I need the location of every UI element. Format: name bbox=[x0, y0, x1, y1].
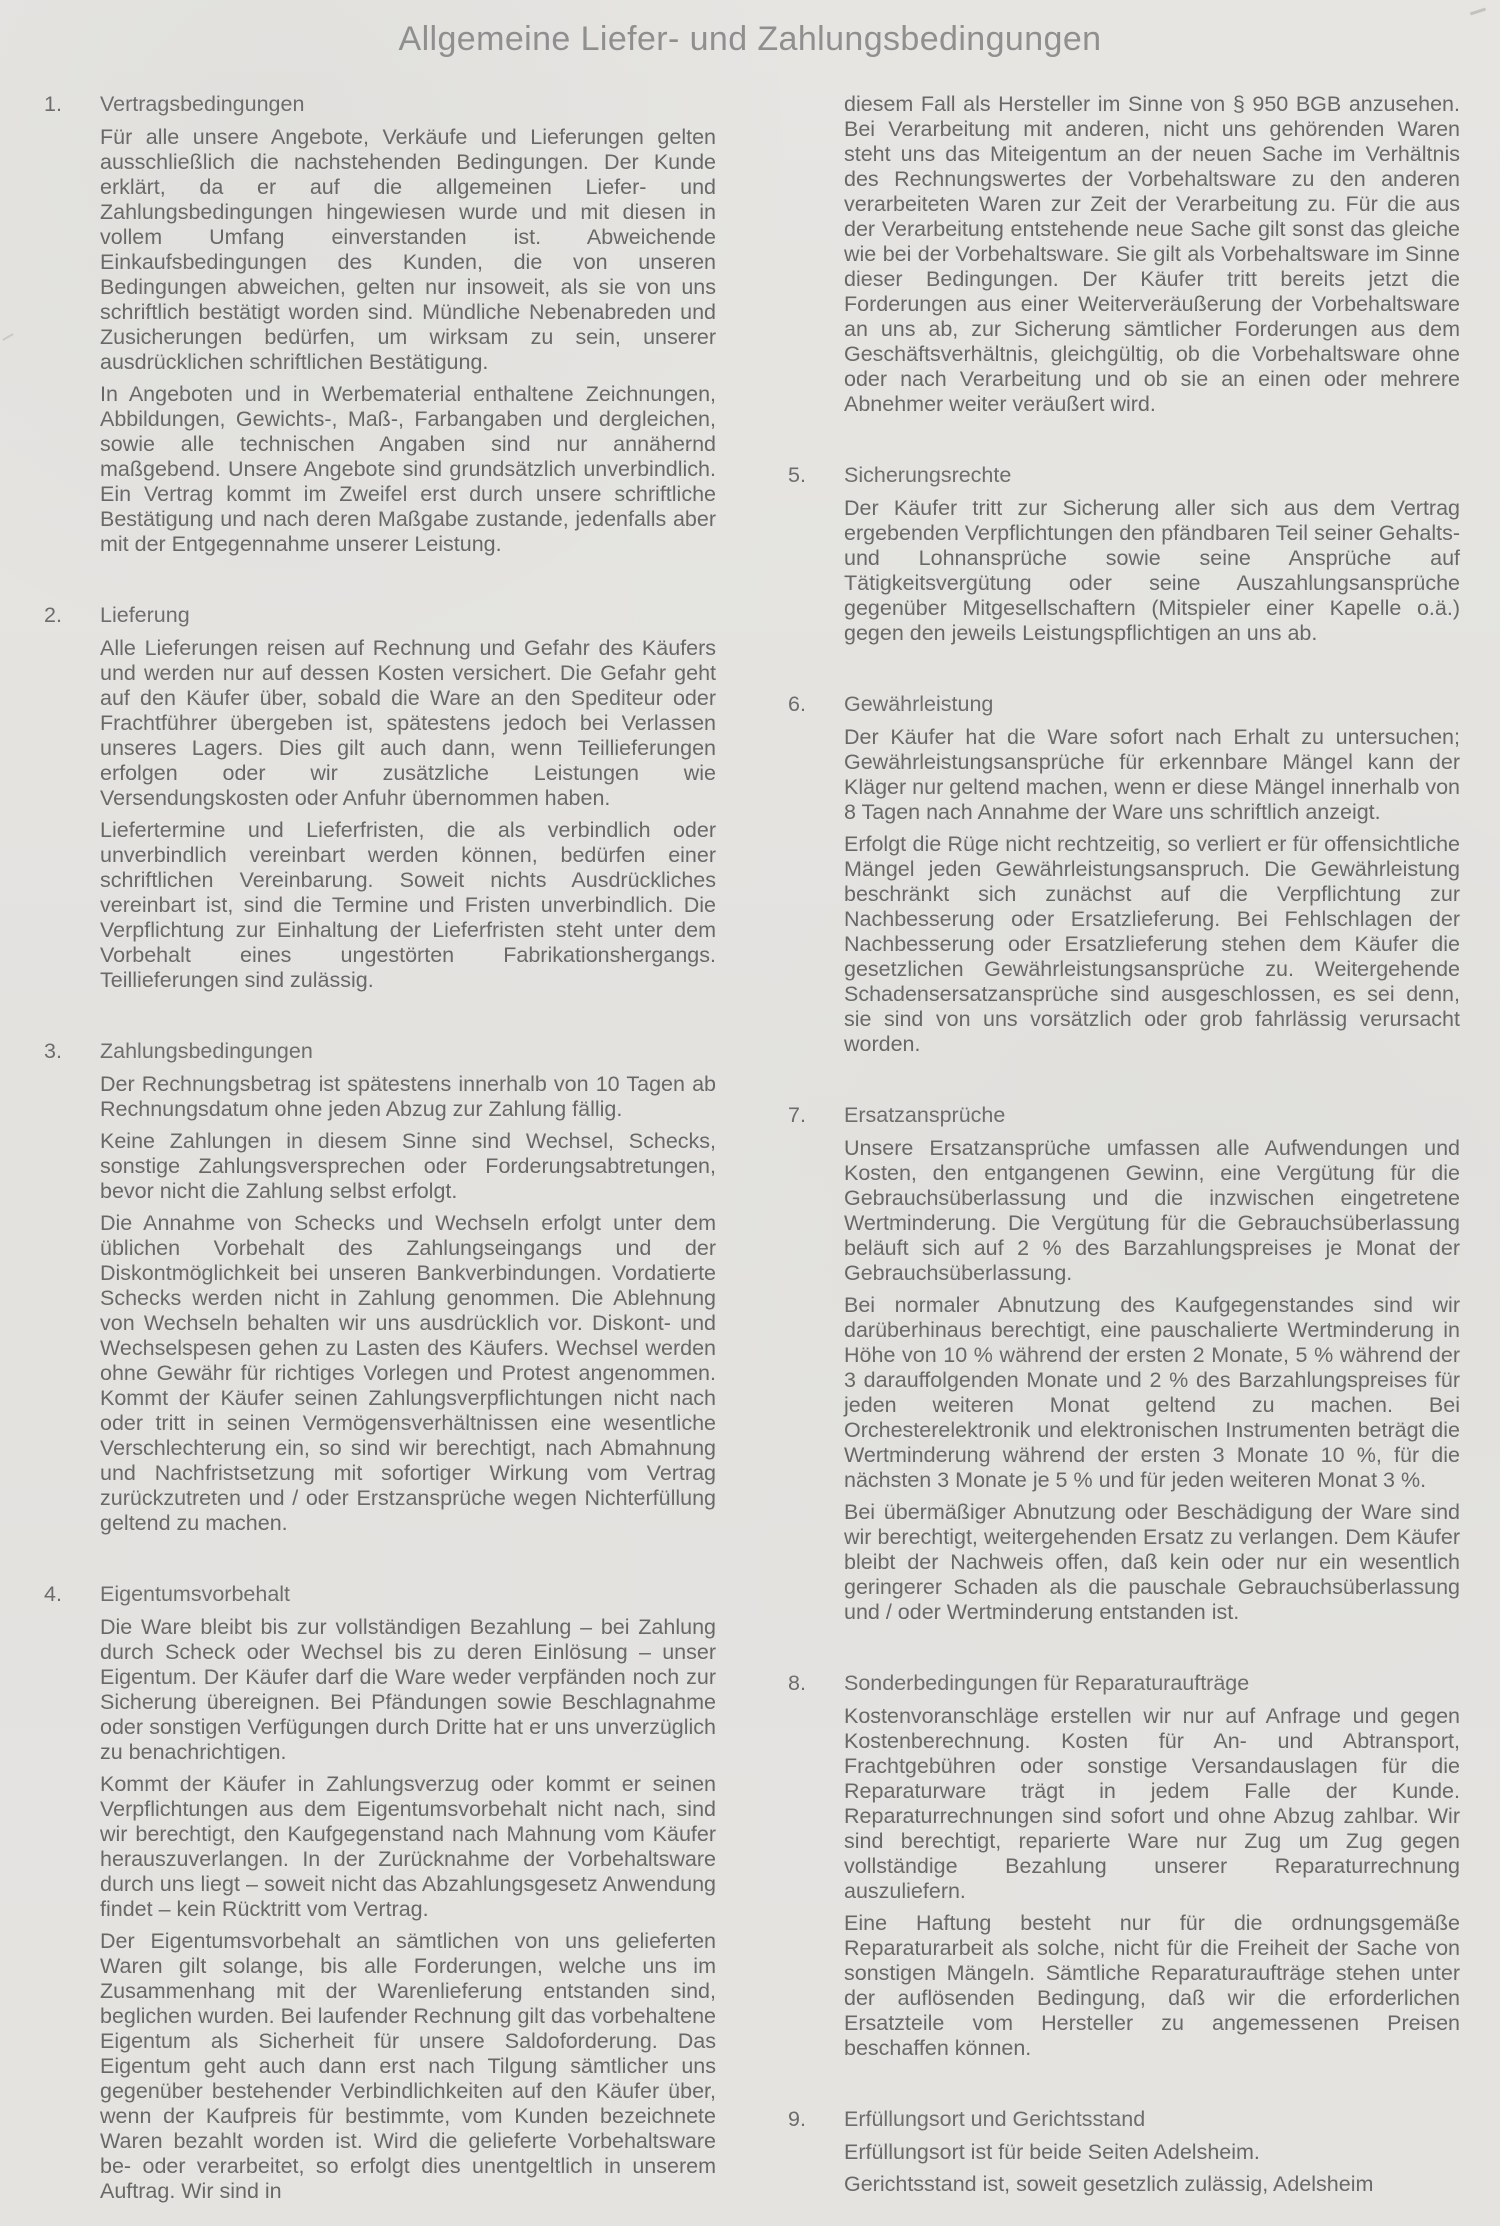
section-2 bbox=[44, 603, 716, 993]
section-body bbox=[844, 725, 1460, 1057]
paragraph: Der Rechnungsbetrag ist spätestens innerhalb von 10 Tagen ab Rechnungsdatum ohne jeden Abzug zur Zahlung fällig. bbox=[100, 1072, 716, 1121]
section-header bbox=[788, 1671, 1460, 1696]
section-header bbox=[44, 603, 716, 628]
section-body bbox=[100, 636, 716, 993]
section-heading: Erfüllungsort und Gerichtsstand bbox=[844, 2107, 1146, 2131]
section-header bbox=[788, 463, 1460, 488]
section-9 bbox=[788, 2107, 1460, 2197]
section-4 bbox=[44, 1582, 716, 2204]
paragraph: Unsere Ersatzansprüche umfassen alle Aufwendungen und Kosten, den entgangenen Gewinn, eine Vergütung für die Gebrauchsüberlassung und die inzwischen eingetretene Wertminderung. Die Vergütung für die Gebrauchsüberlassung beläuft sich auf 2 % des Barzahlungspreises je Monat der Gebrauchsüberlassung. bbox=[844, 1136, 1460, 1285]
paragraph: Liefertermine und Lieferfristen, die als verbindlich oder unverbindlich vereinbart werden können, bedürfen einer schriftlichen Vereinbarung. Soweit nichts Ausdrückliches vereinbart ist, sind die Termine und Fristen unverbindlich. Die Verpflichtung zur Einhaltung der Lieferfristen steht unter dem Vorbehalt eines ungestörten Fabrikationshergangs. Teillieferungen sind zulässig. bbox=[100, 818, 716, 992]
section-heading: Lieferung bbox=[100, 603, 190, 627]
section-header bbox=[44, 1039, 716, 1064]
section-body bbox=[844, 1704, 1460, 2061]
section-body bbox=[844, 2140, 1460, 2197]
section-heading: Eigentumsvorbehalt bbox=[100, 1582, 291, 1606]
section-number: 3. bbox=[44, 1039, 62, 1063]
section-heading: Ersatzansprüche bbox=[844, 1103, 1006, 1127]
section-heading: Zahlungsbedingungen bbox=[100, 1039, 313, 1063]
paragraph: Keine Zahlungen in diesem Sinne sind Wechsel, Schecks, sonstige Zahlungsversprechen oder Forderungsabtretungen, bevor nicht die Zahlung selbst erfolgt. bbox=[100, 1129, 716, 1203]
section-body bbox=[100, 125, 716, 557]
column-right bbox=[788, 92, 1460, 2204]
page-title: Allgemeine Liefer- und Zahlungsbedingungen bbox=[398, 20, 1102, 58]
section-body bbox=[844, 496, 1460, 646]
section-number: 8. bbox=[788, 1671, 806, 1695]
paragraph: Für alle unsere Angebote, Verkäufe und Lieferungen gelten ausschließlich die nachstehenden Bedingungen. Der Kunde erklärt, da er auf die allgemeinen Liefer- und Zahlungsbedingungen hingewiesen wurde und mit diesen in vollem Umfang einverstanden ist. Abweichende Einkaufsbedingungen des Kunden, die von unseren Bedingungen abweichen, gelten nur insoweit, als sie von uns schriftlich bestätigt worden sind. Mündliche Nebenabreden und Zusicherungen bedürfen, um wirksam zu sein, unserer ausdrücklichen schriftlichen Bestätigung. bbox=[100, 125, 716, 374]
paragraph: Bei übermäßiger Abnutzung oder Beschädigung der Ware sind wir berechtigt, weitergehenden Ersatz zu verlangen. Dem Käufer bleibt der Nachweis offen, daß kein oder nur ein wesentlich geringerer Schaden als die pauschale Gebrauchsüberlassung und / oder Wertminderung entstanden ist. bbox=[844, 1500, 1460, 1624]
section-5 bbox=[788, 463, 1460, 646]
section-body bbox=[844, 1136, 1460, 1625]
section-number: 1. bbox=[44, 92, 62, 116]
section-number: 4. bbox=[44, 1582, 62, 1606]
paragraph: Der Käufer hat die Ware sofort nach Erhalt zu untersuchen; Gewährleistungsansprüche für erkennbare Mängel kann der Kläger nur geltend machen, wenn er diese Mängel innerhalb von 8 Tagen nach Annahme der Ware uns schriftlich anzeigt. bbox=[844, 725, 1460, 824]
section-body bbox=[100, 1072, 716, 1536]
paragraph: Kommt der Käufer in Zahlungsverzug oder kommt er seinen Verpflichtungen aus dem Eigentumsvorbehalt nicht nach, sind wir berechtigt, den Kaufgegenstand nach Mahnung vom Käufer herauszuverlangen. In der Zurücknahme der Vorbehaltsware durch uns liegt – soweit nicht das Abzahlungsgesetz Anwendung findet – kein Rücktritt vom Vertrag. bbox=[100, 1772, 716, 1921]
section-number: 2. bbox=[44, 603, 62, 627]
paragraph: Bei normaler Abnutzung des Kaufgegenstandes sind wir darüberhinaus berechtigt, eine pauschalierte Wertminderung in Höhe von 10 % während der ersten 2 Monate, 5 % während der 3 darauffolgenden Monate und 2 % des Barzahlungspreises für jeden weiteren Monat geltend zu machen. Bei Orchesterelektronik und elektronischen Instrumenten beträgt die Wertminderung während der ersten 3 Monate 10 %, für die nächsten 3 Monate je 5 % und für jeden weiteren Monat 3 %. bbox=[844, 1293, 1460, 1492]
section-heading: Sonderbedingungen für Reparaturaufträge bbox=[844, 1671, 1250, 1695]
paragraph: Alle Lieferungen reisen auf Rechnung und Gefahr des Käufers und werden nur auf dessen Kosten versichert. Die Gefahr geht auf den Käufer über, sobald die Ware an den Spediteur oder Frachtführer übergeben ist, spätestens jedoch bei Verlassen unseres Lagers. Dies gilt auch dann, wenn Teillieferungen erfolgen oder wir zusätzliche Leistungen wie Versendungskosten oder Anfuhr übernommen haben. bbox=[100, 636, 716, 810]
section-header bbox=[788, 1103, 1460, 1128]
paragraph: Kostenvoranschläge erstellen wir nur auf Anfrage und gegen Kostenberechnung. Kosten für An- und Abtransport, Frachtgebühren oder sonstige Versandauslagen für die Reparaturware trägt in jedem Falle der Kunde. Reparaturrechnungen sind sofort und ohne Abzug zahlbar. Wir sind berechtigt, reparierte Ware nur Zug um Zug gegen vollständige Bezahlung unserer Reparaturrechnung auszuliefern. bbox=[844, 1704, 1460, 1903]
paragraph: Eine Haftung besteht nur für die ordnungsgemäße Reparaturarbeit als solche, nicht für die Freiheit der Sache von sonstigen Mängeln. Sämtliche Reparaturaufträge stehen unter der auflösenden Bedingung, daß wir die erforderlichen Ersatzteile vom Hersteller zu angemessenen Preisen beschaffen können. bbox=[844, 1911, 1460, 2060]
paragraph: Gerichtsstand ist, soweit gesetzlich zulässig, Adelsheim bbox=[844, 2172, 1374, 2196]
section-7 bbox=[788, 1103, 1460, 1625]
section-heading: Sicherungsrechte bbox=[844, 463, 1012, 487]
section-number: 5. bbox=[788, 463, 806, 487]
section-header bbox=[44, 92, 716, 117]
section-6 bbox=[788, 692, 1460, 1057]
section-body bbox=[100, 1615, 716, 2204]
section-number: 7. bbox=[788, 1103, 806, 1127]
paragraph: Der Eigentumsvorbehalt an sämtlichen von uns gelieferten Waren gilt solange, bis alle Forderungen, welche uns im Zusammenhang mit der Warenlieferung entstanden sind, beglichen wurden. Bei laufender Rechnung gilt das vorbehaltene Eigentum als Sicherheit für unsere Saldoforderung. Das Eigentum geht auch dann erst nach Tilgung sämtlicher uns gegenüber bestehender Verbindlichkeiten auf den Käufer über, wenn der Kaufpreis für bestimmte, vom Kunden bezeichnete Waren bezahlt worden ist. Wird die gelieferte Vorbehaltsware be- oder verarbeitet, so erfolgt dies unentgeltlich in unserem Auftrag. Wir sind in bbox=[100, 1929, 716, 2203]
continuation-block bbox=[844, 92, 1460, 417]
paragraph: In Angeboten und in Werbematerial enthaltene Zeichnungen, Abbildungen, Gewichts-, Maß-, Farbangaben und dergleichen, sowie alle technischen Angaben sind nur annähernd maßgebend. Unsere Angebote sind grundsätzlich unverbindlich. Ein Vertrag kommt im Zweifel erst durch unsere schriftliche Bestätigung und nach deren Maßgabe zustande, jedenfalls aber mit der Entgegennahme unserer Leistung. bbox=[100, 382, 716, 556]
paragraph: Erfolgt die Rüge nicht rechtzeitig, so verliert er für offensichtliche Mängel jeden Gewährleistungsanspruch. Die Gewährleistung beschränkt sich zunächst auf die Verpflichtung zur Nachbesserung oder Ersatzlieferung. Bei Fehlschlagen der Nachbesserung oder Ersatzlieferung stehen dem Käufer die gesetzlichen Gewährleistungsansprüche zu. Weitergehende Schadensersatzansprüche sind ausgeschlossen, es sei denn, sie sind von uns vorsätzlich oder grob fahrlässig verursacht worden. bbox=[844, 832, 1460, 1056]
continuation-paragraph: diesem Fall als Hersteller im Sinne von § 950 BGB anzusehen. Bei Verarbeitung mit anderen, nicht uns gehörenden Waren steht uns das Miteigentum an der neuen Sache im Verhältnis des Rechnungswertes der Vorbehaltsware zu den anderen verarbeiteten Waren zur Zeit der Verarbeitung zu. Für die aus der Verarbeitung entstehende neue Sache gilt sonst das gleiche wie bei der Vorbehaltsware. Sie gilt als Vorbehaltsware im Sinne dieser Bedingungen. Der Käufer tritt bereits jetzt die Forderungen aus einer Weiterveräußerung der Vorbehaltsware an uns ab, zur Sicherung sämtlicher Forderungen aus dem Geschäftsverhältnis, gleichgültig, ob die Vorbehaltsware ohne oder nach Verarbeitung und ob sie an einen oder mehrere Abnehmer weiter veräußert wird. bbox=[844, 92, 1460, 416]
section-number: 6. bbox=[788, 692, 806, 716]
section-1 bbox=[44, 92, 716, 557]
section-header bbox=[44, 1582, 716, 1607]
paragraph: Die Ware bleibt bis zur vollständigen Bezahlung – bei Zahlung durch Scheck oder Wechsel bis zu deren Einlösung – unser Eigentum. Der Käufer darf die Ware weder verpfänden noch zur Sicherung übereignen. Bei Pfändungen sowie Beschlagnahme oder sonstigen Verfügungen durch Dritte hat er uns unverzüglich zu benachrichtigen. bbox=[100, 1615, 716, 1764]
section-heading: Vertragsbedingungen bbox=[100, 92, 305, 116]
scan-artifact bbox=[2, 333, 13, 341]
paragraph: Erfüllungsort ist für beide Seiten Adelsheim. bbox=[844, 2140, 1260, 2164]
column-left bbox=[44, 92, 716, 2204]
section-header bbox=[788, 2107, 1460, 2132]
paragraph: Der Käufer tritt zur Sicherung aller sich aus dem Vertrag ergebenden Verpflichtungen den pfändbaren Teil seiner Gehalts- und Lohnansprüche sowie seine Ansprüche auf Tätigkeitsvergütung oder seine Auszahlungsansprüche gegenüber Mitgesellschaftern (Mitspieler einer Kapelle o.ä.) gegen den jeweils Leistungspflichtigen an uns ab. bbox=[844, 496, 1460, 645]
section-number: 9. bbox=[788, 2107, 806, 2131]
section-3 bbox=[44, 1039, 716, 1536]
scan-artifact bbox=[1470, 8, 1486, 16]
columns-wrapper bbox=[44, 92, 1460, 2204]
section-heading: Gewährleistung bbox=[844, 692, 994, 716]
section-header bbox=[788, 692, 1460, 717]
paragraph: Die Annahme von Schecks und Wechseln erfolgt unter dem üblichen Vorbehalt des Zahlungseingangs und der Diskontmöglichkeit bei unseren Bankverbindungen. Vordatierte Schecks werden nicht in Zahlung genommen. Die Ablehnung von Wechseln behalten wir uns ausdrücklich vor. Diskont- und Wechselspesen gehen zu Lasten des Käufers. Wechsel werden ohne Gewähr für richtiges Vorlegen und Protest angenommen. Kommt der Käufer seinen Zahlungsverpflichtungen nicht nach oder tritt in seinen Vermögensverhältnissen eine wesentliche Verschlechterung ein, so sind wir berechtigt, nach Abmahnung und Nachfristsetzung mit sofortiger Wirkung vom Vertrag zurückzutreten und / oder Erstzansprüche wegen Nichterfüllung geltend zu machen. bbox=[100, 1211, 716, 1535]
section-8 bbox=[788, 1671, 1460, 2061]
